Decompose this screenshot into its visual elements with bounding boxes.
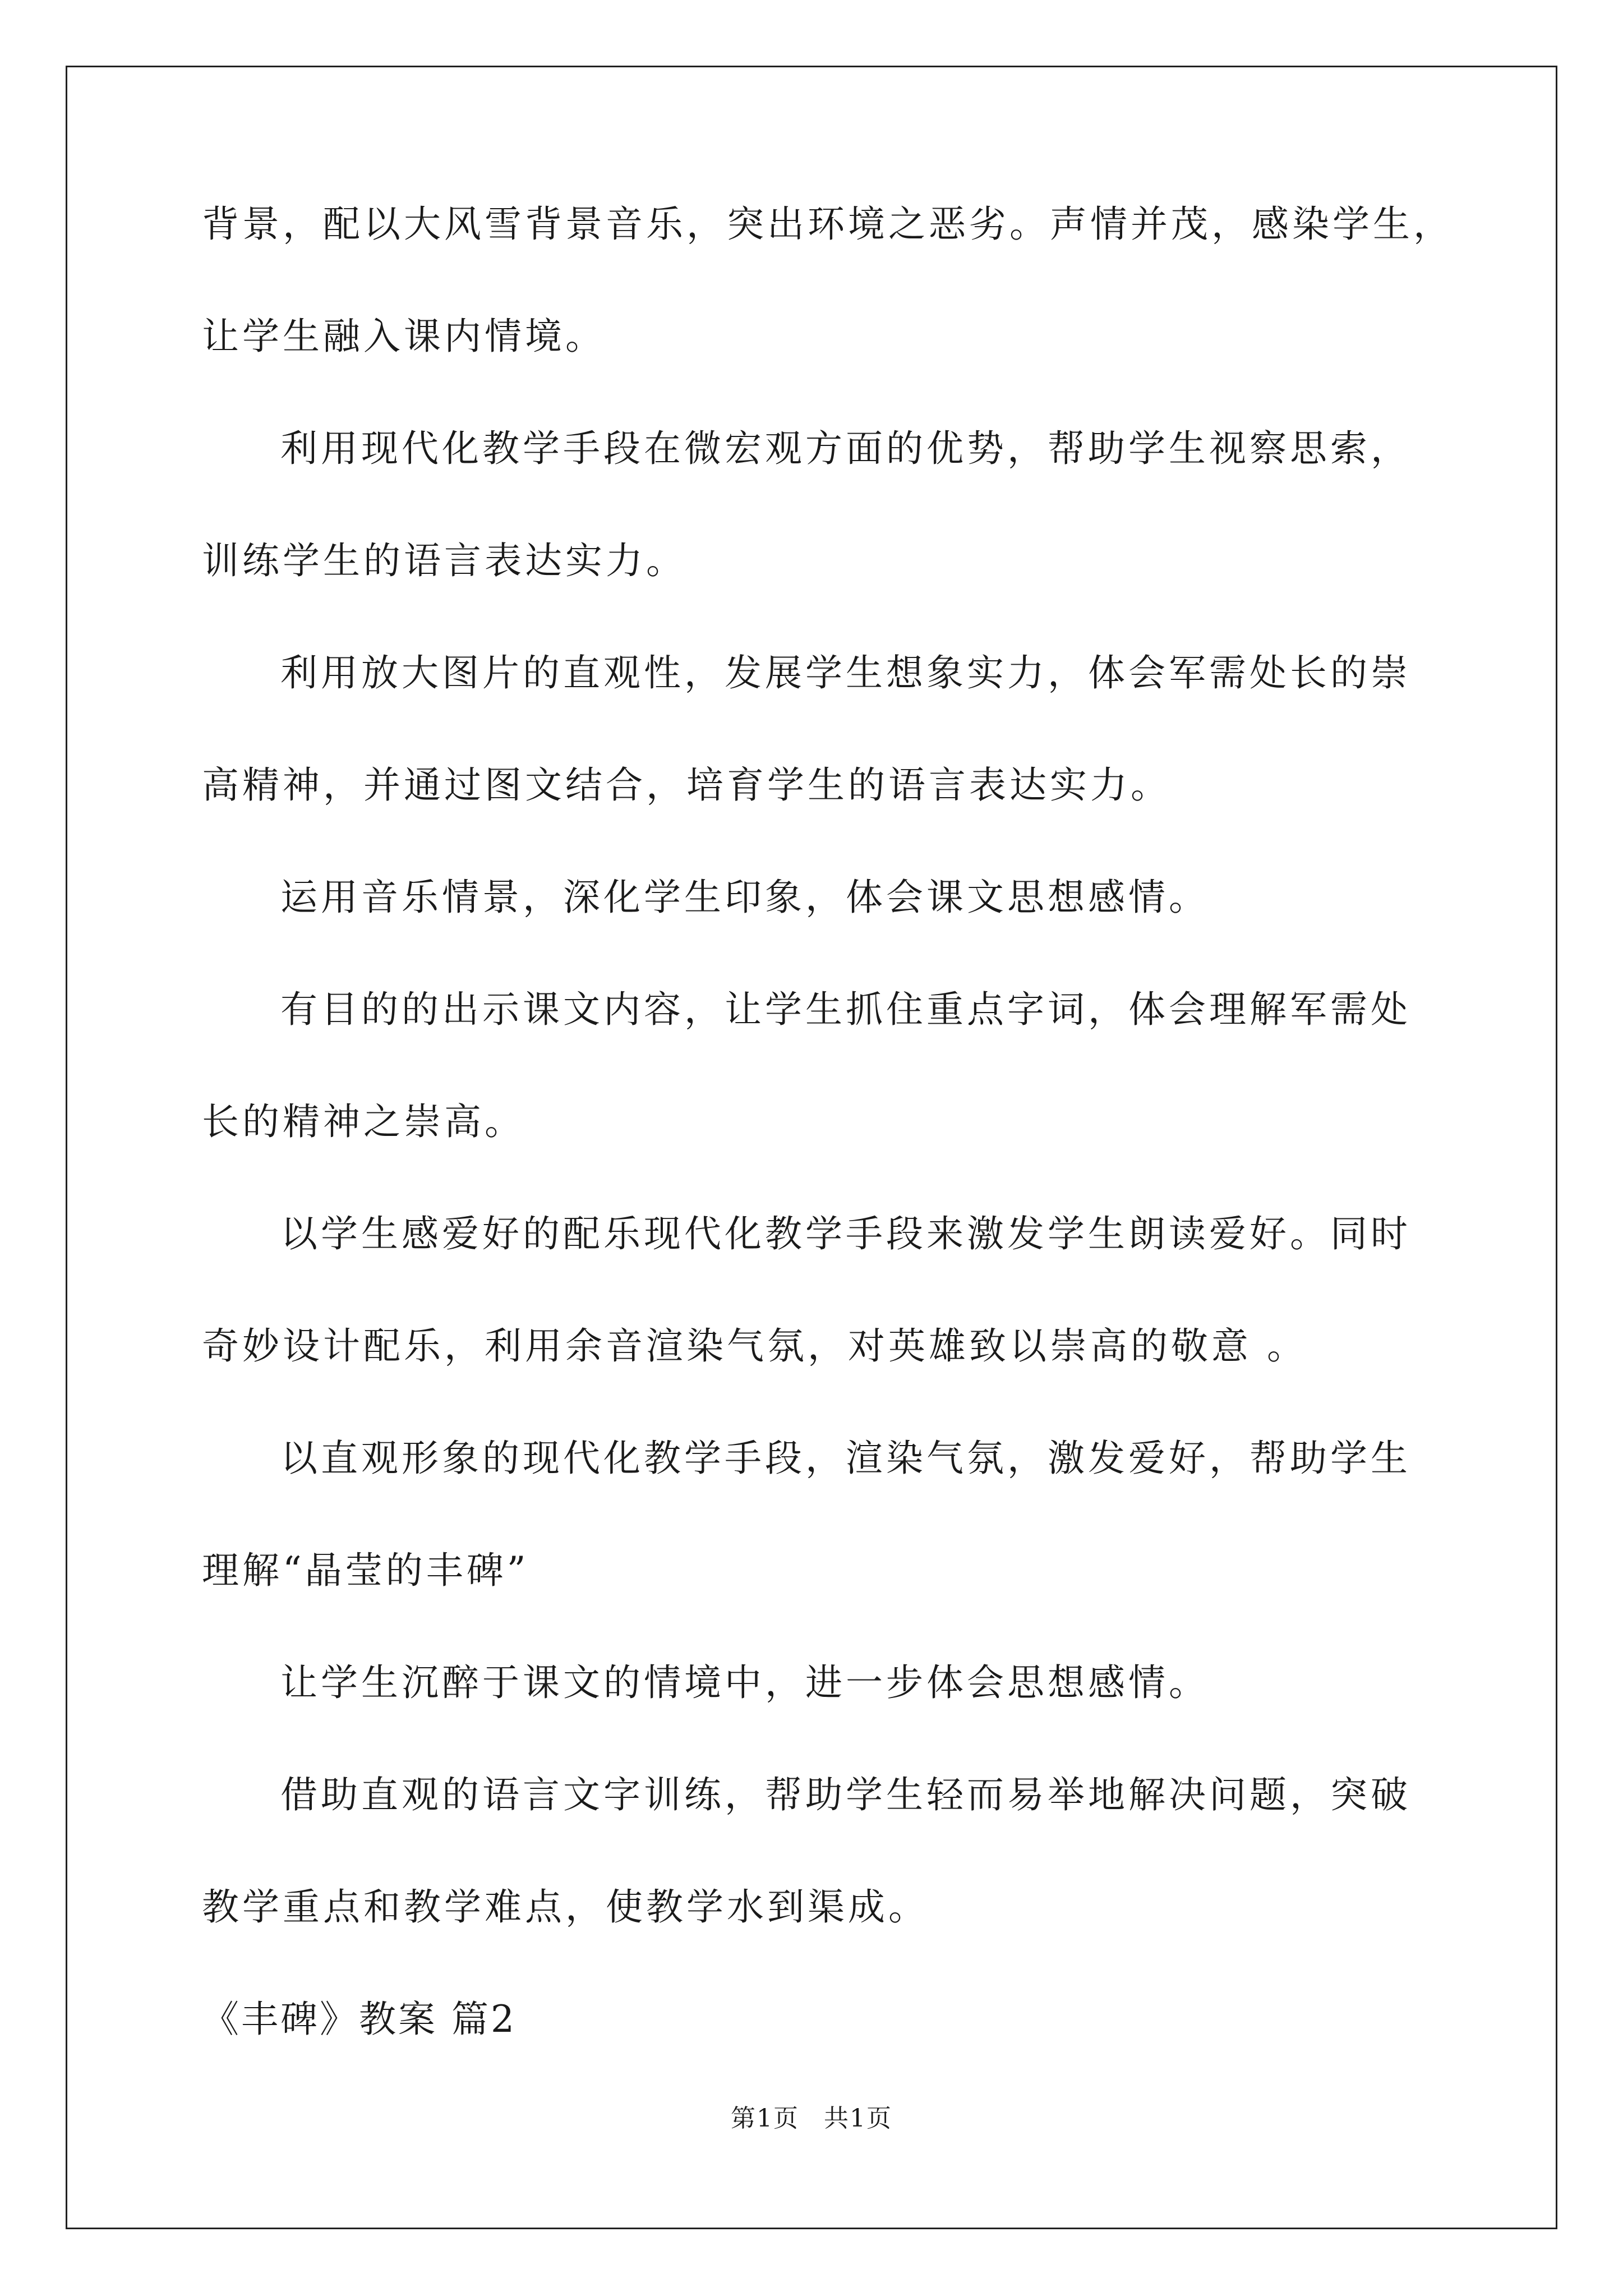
page-total: 共1页 — [824, 2104, 892, 2133]
page-number: 第1页 — [731, 2104, 799, 2133]
section-heading: 《丰碑》教案 篇2 — [202, 1998, 517, 2041]
page-footer — [0, 2098, 1623, 2134]
text-line-15: 借助直观的语言文字训练，帮助学生轻而易举地解决问题，突破 — [280, 1773, 1411, 1816]
text-line-5: 利用放大图片的直观性，发展学生想象实力，体会军需处长的崇 — [280, 651, 1411, 694]
text-line-8: 有目的的出示课文内容，让学生抓住重点字词，体会理解军需处 — [280, 988, 1411, 1031]
text-line-12: 以直观形象的现代化教学手段，渲染气氛，激发爱好，帮助学生 — [280, 1437, 1411, 1480]
text-line-11: 奇妙设计配乐，利用余音渲染气氛，对英雄致以崇高的敬意 。 — [202, 1324, 1307, 1368]
text-line-9: 长的精神之崇高。 — [202, 1100, 525, 1143]
text-line-10: 以学生感爱好的配乐现代化教学手段来激发学生朗读爱好。同时 — [280, 1212, 1411, 1255]
text-line-4: 训练学生的语言表达实力。 — [202, 539, 686, 582]
text-line-13: 理解“晶莹的丰碑” — [202, 1549, 529, 1592]
text-line-3: 利用现代化教学手段在微宏观方面的优势，帮助学生视察思索， — [280, 427, 1411, 470]
text-line-7: 运用音乐情景，深化学生印象，体会课文思想感情。 — [280, 876, 1209, 919]
text-line-2: 让学生融入课内情境。 — [202, 315, 606, 358]
text-line-6: 高精神，并通过图文结合，培育学生的语言表达实力。 — [202, 763, 1171, 807]
text-line-1: 背景，配以大风雪背景音乐，突出环境之恶劣。声情并茂，感染学生， — [202, 203, 1454, 246]
text-line-14: 让学生沉醉于课文的情境中，进一步体会思想感情。 — [280, 1661, 1209, 1704]
text-line-16: 教学重点和教学难点，使教学水到渠成。 — [202, 1885, 929, 1929]
